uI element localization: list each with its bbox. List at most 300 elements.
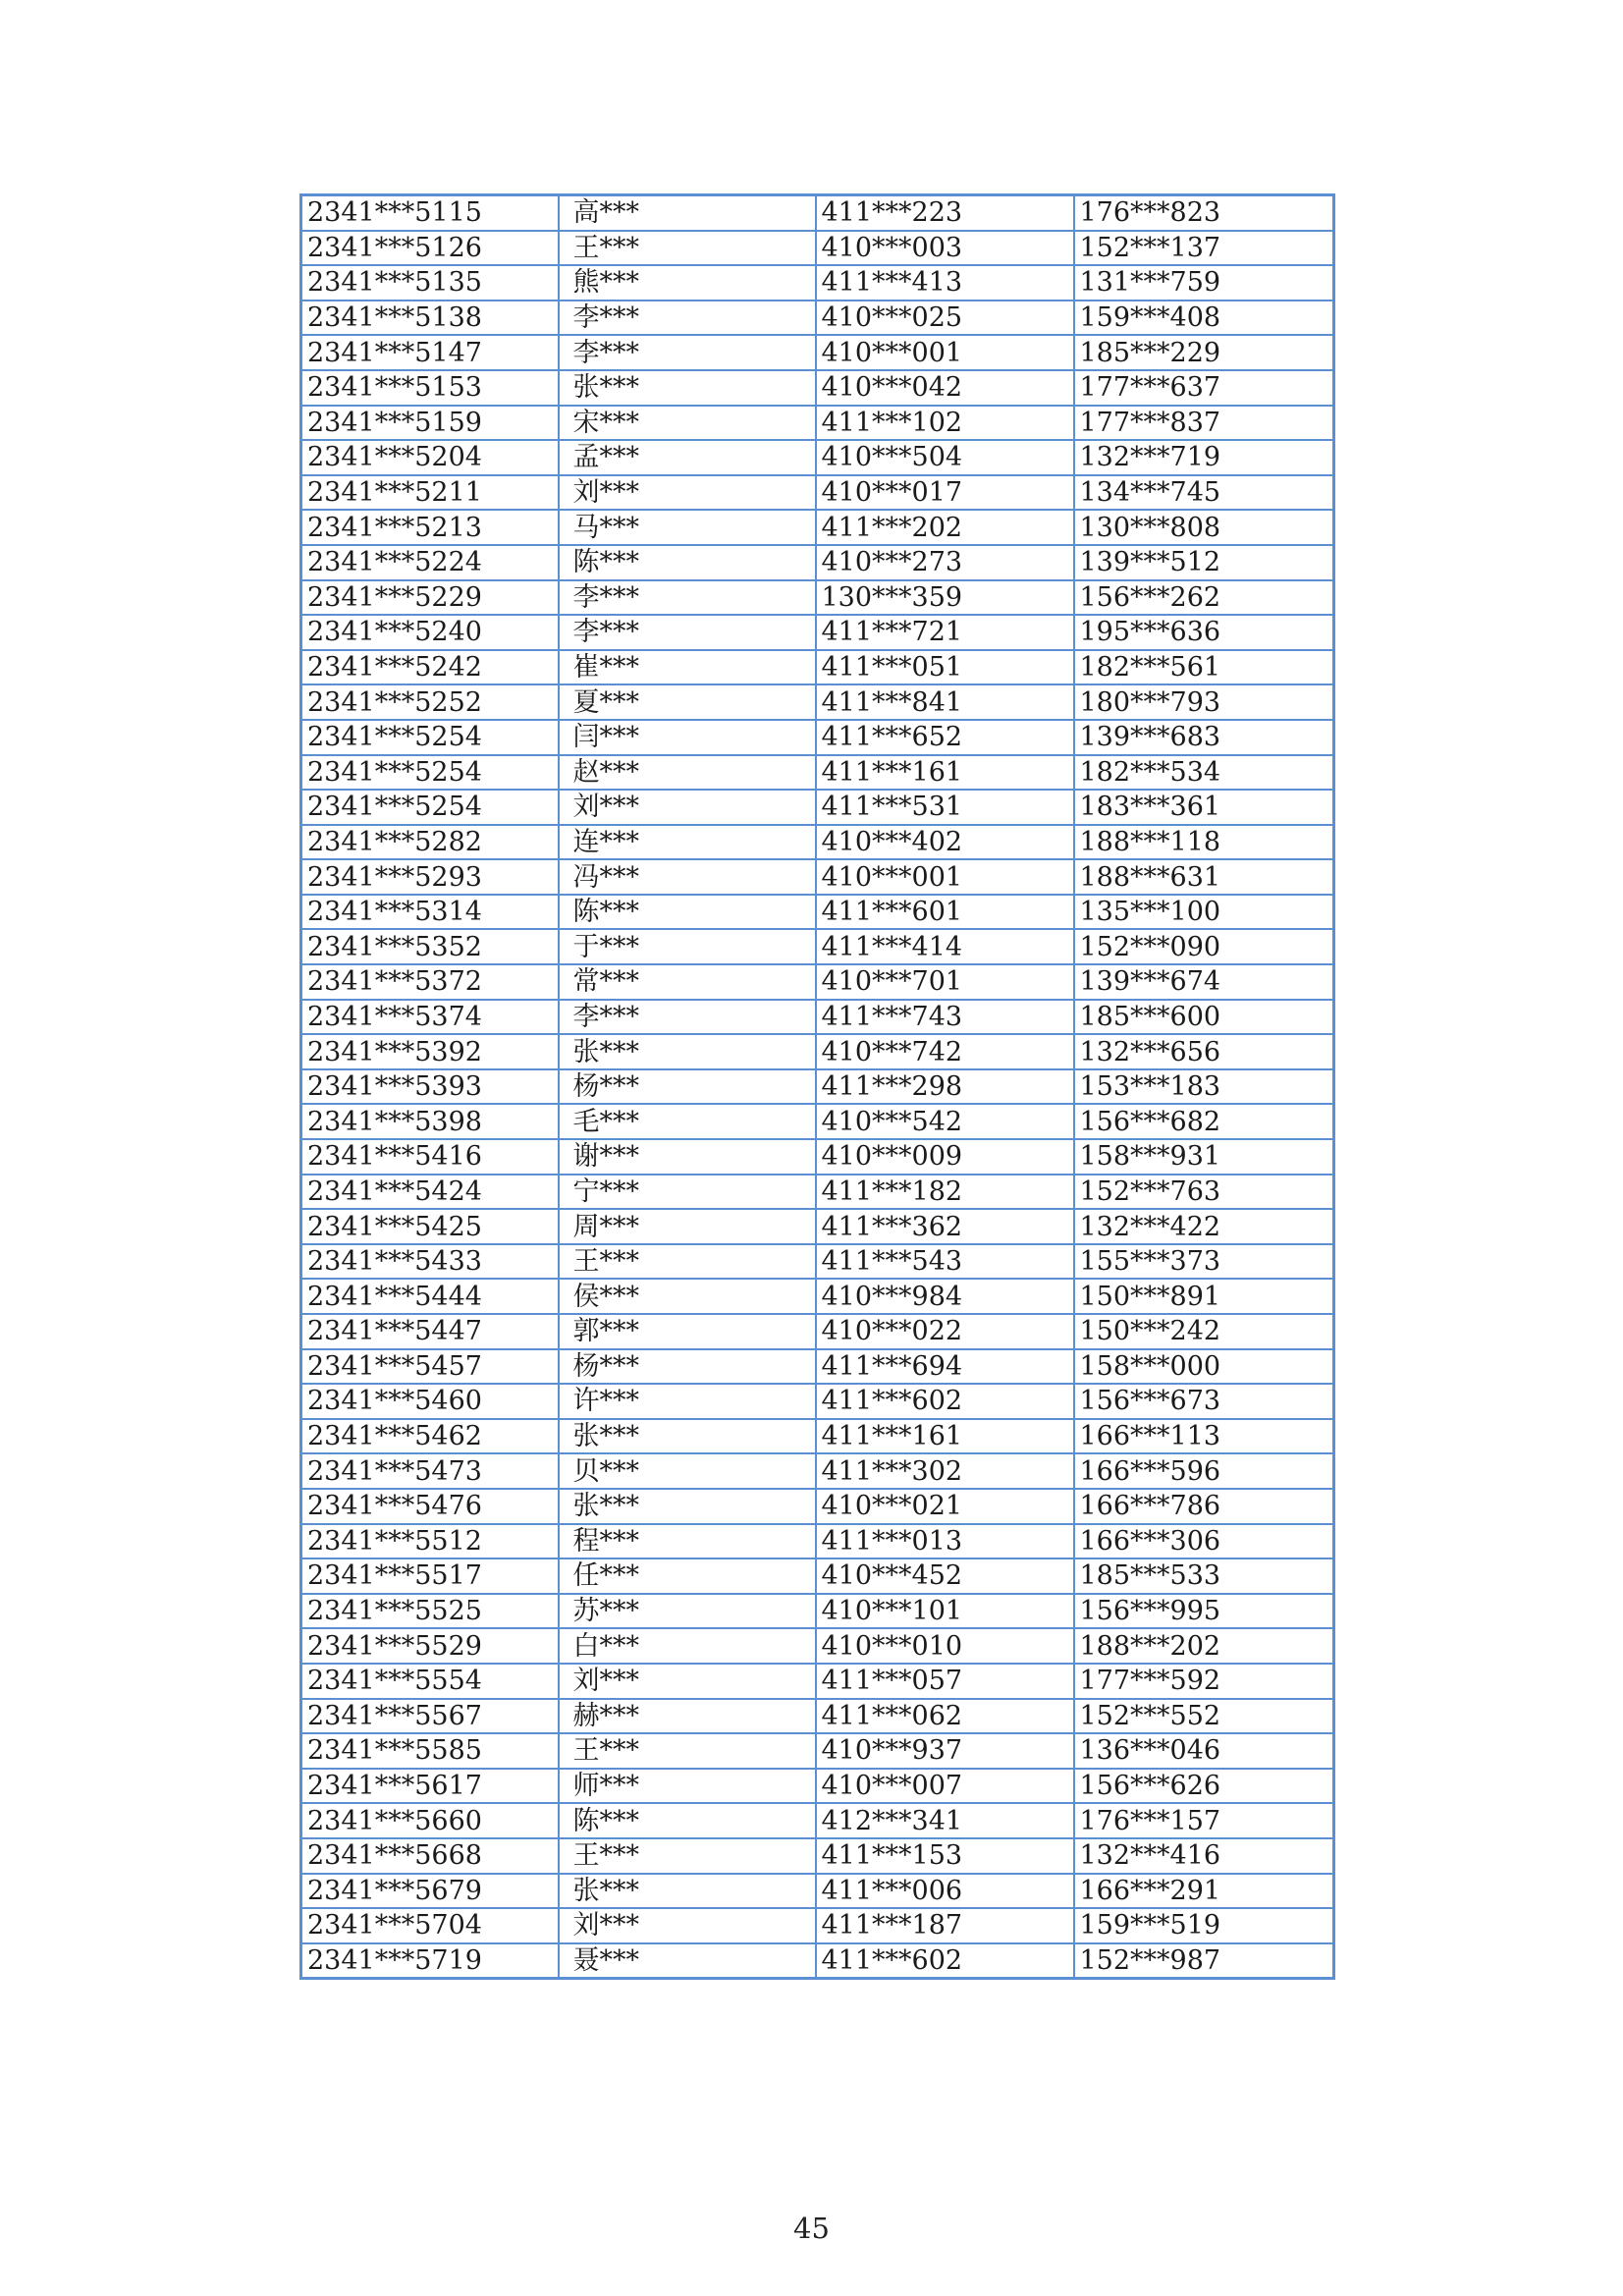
name-text: 高*** xyxy=(572,197,639,229)
record-id-cell: 2341***5398 xyxy=(301,1104,559,1139)
id-number-cell: 411***057 xyxy=(816,1664,1074,1699)
name-cell xyxy=(559,1594,816,1629)
record-id-cell: 2341***5473 xyxy=(301,1453,559,1489)
id-number-cell: 410***984 xyxy=(816,1279,1074,1314)
name-cell xyxy=(559,335,816,370)
name-cell xyxy=(559,684,816,720)
table-row xyxy=(301,1908,1334,1943)
name-text: 许*** xyxy=(572,1386,639,1417)
table-row xyxy=(301,1699,1334,1734)
phone-cell: 152***552 xyxy=(1074,1699,1334,1734)
name-cell xyxy=(559,720,816,755)
table-row xyxy=(301,929,1334,964)
record-id-cell: 2341***5447 xyxy=(301,1314,559,1349)
name-text: 张*** xyxy=(572,1421,639,1452)
record-id-cell: 2341***5617 xyxy=(301,1769,559,1804)
record-id-cell: 2341***5372 xyxy=(301,964,559,1000)
name-text: 李*** xyxy=(572,617,639,648)
table-row xyxy=(301,1175,1334,1210)
table-row xyxy=(301,1558,1334,1594)
record-id-cell: 2341***5252 xyxy=(301,684,559,720)
table-row xyxy=(301,1384,1334,1419)
id-number-cell: 411***531 xyxy=(816,790,1074,825)
table-row xyxy=(301,231,1334,266)
name-cell xyxy=(559,475,816,511)
phone-cell: 188***631 xyxy=(1074,859,1334,895)
id-number-cell: 411***362 xyxy=(816,1209,1074,1244)
record-id-cell: 2341***5229 xyxy=(301,580,559,616)
name-text: 宁*** xyxy=(572,1175,639,1207)
name-cell xyxy=(559,1034,816,1069)
name-cell xyxy=(559,301,816,336)
table-row xyxy=(301,475,1334,511)
table-row xyxy=(301,650,1334,685)
record-id-cell: 2341***5462 xyxy=(301,1419,559,1454)
name-cell xyxy=(559,1453,816,1489)
name-cell xyxy=(559,265,816,301)
phone-cell: 152***090 xyxy=(1074,929,1334,964)
table-row xyxy=(301,1069,1334,1105)
table-row xyxy=(301,1314,1334,1349)
record-id-cell: 2341***5444 xyxy=(301,1279,559,1314)
table-row xyxy=(301,301,1334,336)
phone-cell: 152***763 xyxy=(1074,1175,1334,1210)
id-number-cell: 411***302 xyxy=(816,1453,1074,1489)
table-row xyxy=(301,1803,1334,1838)
record-id-cell: 2341***5393 xyxy=(301,1069,559,1105)
name-text: 冯*** xyxy=(572,861,639,893)
table-row xyxy=(301,265,1334,301)
name-cell xyxy=(559,1908,816,1943)
name-text: 张*** xyxy=(572,1875,639,1906)
name-text: 程*** xyxy=(572,1525,639,1557)
name-text: 宋*** xyxy=(572,407,639,438)
id-number-cell: 411***543 xyxy=(816,1244,1074,1280)
phone-cell: 139***674 xyxy=(1074,964,1334,1000)
name-cell xyxy=(559,440,816,475)
phone-cell: 177***592 xyxy=(1074,1664,1334,1699)
name-text: 李*** xyxy=(572,1001,639,1032)
name-cell xyxy=(559,580,816,616)
id-number-cell: 410***025 xyxy=(816,301,1074,336)
id-number-cell: 412***341 xyxy=(816,1803,1074,1838)
name-text: 刘*** xyxy=(572,1666,639,1697)
table-row xyxy=(301,1034,1334,1069)
name-cell xyxy=(559,1558,816,1594)
name-text: 闫*** xyxy=(572,722,639,753)
table-row xyxy=(301,755,1334,791)
record-id-cell: 2341***5240 xyxy=(301,615,559,650)
table-row xyxy=(301,1838,1334,1874)
record-id-cell: 2341***5282 xyxy=(301,825,559,860)
page-number: 45 xyxy=(793,2212,830,2245)
id-number-cell: 411***841 xyxy=(816,684,1074,720)
table-row xyxy=(301,1769,1334,1804)
phone-cell: 166***306 xyxy=(1074,1524,1334,1559)
phone-cell: 158***931 xyxy=(1074,1139,1334,1175)
id-number-cell: 411***694 xyxy=(816,1349,1074,1385)
records-table-container xyxy=(299,193,1332,1980)
id-number-cell: 411***051 xyxy=(816,650,1074,685)
phone-cell: 159***519 xyxy=(1074,1908,1334,1943)
table-row xyxy=(301,684,1334,720)
table-row xyxy=(301,335,1334,370)
name-text: 张*** xyxy=(572,372,639,404)
id-number-cell: 410***017 xyxy=(816,475,1074,511)
name-text: 赵*** xyxy=(572,756,639,788)
phone-cell: 180***793 xyxy=(1074,684,1334,720)
id-number-cell: 411***202 xyxy=(816,510,1074,545)
id-number-cell: 410***003 xyxy=(816,231,1074,266)
record-id-cell: 2341***5115 xyxy=(301,195,559,231)
name-text: 常*** xyxy=(572,966,639,998)
name-text: 侯*** xyxy=(572,1281,639,1312)
id-number-cell: 411***652 xyxy=(816,720,1074,755)
phone-cell: 166***596 xyxy=(1074,1453,1334,1489)
name-text: 崔*** xyxy=(572,652,639,683)
phone-cell: 156***995 xyxy=(1074,1594,1334,1629)
name-cell xyxy=(559,1104,816,1139)
records-table-body xyxy=(301,195,1334,1979)
table-row xyxy=(301,964,1334,1000)
name-cell xyxy=(559,964,816,1000)
id-number-cell: 411***743 xyxy=(816,1000,1074,1035)
name-cell xyxy=(559,1069,816,1105)
name-cell xyxy=(559,1733,816,1769)
name-text: 张*** xyxy=(572,1491,639,1522)
id-number-cell: 410***022 xyxy=(816,1314,1074,1349)
id-number-cell: 411***602 xyxy=(816,1384,1074,1419)
name-cell xyxy=(559,929,816,964)
id-number-cell: 410***273 xyxy=(816,545,1074,580)
phone-cell: 132***422 xyxy=(1074,1209,1334,1244)
name-cell xyxy=(559,1209,816,1244)
name-cell xyxy=(559,1384,816,1419)
name-cell xyxy=(559,859,816,895)
phone-cell: 153***183 xyxy=(1074,1069,1334,1105)
id-number-cell: 410***701 xyxy=(816,964,1074,1000)
id-number-cell: 411***161 xyxy=(816,755,1074,791)
name-cell xyxy=(559,1489,816,1524)
name-cell xyxy=(559,1628,816,1664)
id-number-cell: 410***101 xyxy=(816,1594,1074,1629)
record-id-cell: 2341***5147 xyxy=(301,335,559,370)
record-id-cell: 2341***5126 xyxy=(301,231,559,266)
phone-cell: 166***291 xyxy=(1074,1874,1334,1909)
id-number-cell: 411***182 xyxy=(816,1175,1074,1210)
record-id-cell: 2341***5153 xyxy=(301,370,559,406)
record-id-cell: 2341***5567 xyxy=(301,1699,559,1734)
phone-cell: 150***242 xyxy=(1074,1314,1334,1349)
name-text: 师*** xyxy=(572,1771,639,1802)
name-cell xyxy=(559,1524,816,1559)
record-id-cell: 2341***5254 xyxy=(301,720,559,755)
phone-cell: 159***408 xyxy=(1074,301,1334,336)
table-row xyxy=(301,825,1334,860)
phone-cell: 158***000 xyxy=(1074,1349,1334,1385)
name-text: 熊*** xyxy=(572,267,639,299)
record-id-cell: 2341***5660 xyxy=(301,1803,559,1838)
name-cell xyxy=(559,1279,816,1314)
id-number-cell: 410***937 xyxy=(816,1733,1074,1769)
record-id-cell: 2341***5424 xyxy=(301,1175,559,1210)
phone-cell: 130***808 xyxy=(1074,510,1334,545)
name-cell xyxy=(559,1314,816,1349)
id-number-cell: 410***042 xyxy=(816,370,1074,406)
record-id-cell: 2341***5554 xyxy=(301,1664,559,1699)
name-text: 于*** xyxy=(572,931,639,962)
id-number-cell: 410***504 xyxy=(816,440,1074,475)
record-id-cell: 2341***5719 xyxy=(301,1943,559,1979)
phone-cell: 188***118 xyxy=(1074,825,1334,860)
table-row xyxy=(301,370,1334,406)
name-cell xyxy=(559,370,816,406)
id-number-cell: 411***414 xyxy=(816,929,1074,964)
record-id-cell: 2341***5204 xyxy=(301,440,559,475)
name-text: 马*** xyxy=(572,512,639,543)
record-id-cell: 2341***5525 xyxy=(301,1594,559,1629)
id-number-cell: 410***007 xyxy=(816,1769,1074,1804)
name-cell xyxy=(559,1803,816,1838)
record-id-cell: 2341***5159 xyxy=(301,406,559,441)
name-cell xyxy=(559,510,816,545)
phone-cell: 177***837 xyxy=(1074,406,1334,441)
name-cell xyxy=(559,1838,816,1874)
id-number-cell: 411***187 xyxy=(816,1908,1074,1943)
id-number-cell: 410***009 xyxy=(816,1139,1074,1175)
phone-cell: 156***262 xyxy=(1074,580,1334,616)
id-number-cell: 410***001 xyxy=(816,335,1074,370)
record-id-cell: 2341***5293 xyxy=(301,859,559,895)
phone-cell: 156***673 xyxy=(1074,1384,1334,1419)
name-text: 刘*** xyxy=(572,1910,639,1941)
phone-cell: 176***823 xyxy=(1074,195,1334,231)
phone-cell: 136***046 xyxy=(1074,1733,1334,1769)
name-text: 王*** xyxy=(572,1840,639,1872)
name-cell xyxy=(559,1349,816,1385)
phone-cell: 185***533 xyxy=(1074,1558,1334,1594)
id-number-cell: 411***161 xyxy=(816,1419,1074,1454)
phone-cell: 185***229 xyxy=(1074,335,1334,370)
id-number-cell: 410***010 xyxy=(816,1628,1074,1664)
record-id-cell: 2341***5352 xyxy=(301,929,559,964)
name-text: 苏*** xyxy=(572,1596,639,1627)
record-id-cell: 2341***5138 xyxy=(301,301,559,336)
table-row xyxy=(301,1628,1334,1664)
record-id-cell: 2341***5213 xyxy=(301,510,559,545)
table-row xyxy=(301,1733,1334,1769)
name-cell xyxy=(559,1664,816,1699)
phone-cell: 195***636 xyxy=(1074,615,1334,650)
record-id-cell: 2341***5460 xyxy=(301,1384,559,1419)
phone-cell: 134***745 xyxy=(1074,475,1334,511)
name-text: 任*** xyxy=(572,1560,639,1592)
table-row xyxy=(301,859,1334,895)
name-text: 杨*** xyxy=(572,1071,639,1103)
phone-cell: 139***683 xyxy=(1074,720,1334,755)
table-row xyxy=(301,580,1334,616)
name-text: 白*** xyxy=(572,1630,639,1662)
name-text: 刘*** xyxy=(572,792,639,823)
record-id-cell: 2341***5254 xyxy=(301,755,559,791)
table-row xyxy=(301,1594,1334,1629)
record-id-cell: 2341***5374 xyxy=(301,1000,559,1035)
table-row xyxy=(301,1279,1334,1314)
phone-cell: 132***416 xyxy=(1074,1838,1334,1874)
record-id-cell: 2341***5392 xyxy=(301,1034,559,1069)
name-cell xyxy=(559,790,816,825)
phone-cell: 155***373 xyxy=(1074,1244,1334,1280)
name-text: 陈*** xyxy=(572,897,639,928)
name-cell xyxy=(559,1943,816,1979)
phone-cell: 152***987 xyxy=(1074,1943,1334,1979)
record-id-cell: 2341***5529 xyxy=(301,1628,559,1664)
record-id-cell: 2341***5457 xyxy=(301,1349,559,1385)
id-number-cell: 411***413 xyxy=(816,265,1074,301)
name-text: 贝*** xyxy=(572,1455,639,1487)
id-number-cell: 411***721 xyxy=(816,615,1074,650)
name-text: 陈*** xyxy=(572,547,639,578)
name-text: 孟*** xyxy=(572,442,639,473)
record-id-cell: 2341***5668 xyxy=(301,1838,559,1874)
table-row xyxy=(301,1104,1334,1139)
id-number-cell: 411***062 xyxy=(816,1699,1074,1734)
record-id-cell: 2341***5585 xyxy=(301,1733,559,1769)
id-number-cell: 410***542 xyxy=(816,1104,1074,1139)
name-text: 谢*** xyxy=(572,1141,639,1173)
name-cell xyxy=(559,1874,816,1909)
phone-cell: 182***561 xyxy=(1074,650,1334,685)
record-id-cell: 2341***5242 xyxy=(301,650,559,685)
table-row xyxy=(301,1943,1334,1979)
name-text: 夏*** xyxy=(572,686,639,718)
phone-cell: 182***534 xyxy=(1074,755,1334,791)
name-cell xyxy=(559,195,816,231)
table-row xyxy=(301,510,1334,545)
name-text: 毛*** xyxy=(572,1106,639,1137)
record-id-cell: 2341***5433 xyxy=(301,1244,559,1280)
record-id-cell: 2341***5211 xyxy=(301,475,559,511)
phone-cell: 185***600 xyxy=(1074,1000,1334,1035)
table-row xyxy=(301,440,1334,475)
table-row xyxy=(301,1139,1334,1175)
id-number-cell: 411***013 xyxy=(816,1524,1074,1559)
name-cell xyxy=(559,1699,816,1734)
name-cell xyxy=(559,650,816,685)
phone-cell: 183***361 xyxy=(1074,790,1334,825)
record-id-cell: 2341***5314 xyxy=(301,895,559,930)
id-number-cell: 410***001 xyxy=(816,859,1074,895)
name-cell xyxy=(559,231,816,266)
phone-cell: 139***512 xyxy=(1074,545,1334,580)
name-text: 张*** xyxy=(572,1036,639,1067)
name-cell xyxy=(559,1175,816,1210)
name-text: 赫*** xyxy=(572,1700,639,1731)
name-text: 李*** xyxy=(572,337,639,368)
records-table xyxy=(299,193,1335,1980)
name-cell xyxy=(559,895,816,930)
id-number-cell: 411***102 xyxy=(816,406,1074,441)
record-id-cell: 2341***5254 xyxy=(301,790,559,825)
phone-cell: 156***626 xyxy=(1074,1769,1334,1804)
record-id-cell: 2341***5425 xyxy=(301,1209,559,1244)
phone-cell: 156***682 xyxy=(1074,1104,1334,1139)
table-row xyxy=(301,1209,1334,1244)
record-id-cell: 2341***5224 xyxy=(301,545,559,580)
name-text: 李*** xyxy=(572,581,639,613)
name-text: 郭*** xyxy=(572,1316,639,1347)
phone-cell: 152***137 xyxy=(1074,231,1334,266)
name-cell xyxy=(559,825,816,860)
name-text: 周*** xyxy=(572,1211,639,1242)
name-cell xyxy=(559,545,816,580)
table-row xyxy=(301,1489,1334,1524)
record-id-cell: 2341***5512 xyxy=(301,1524,559,1559)
name-text: 聂*** xyxy=(572,1944,639,1976)
id-number-cell: 411***223 xyxy=(816,195,1074,231)
table-row xyxy=(301,406,1334,441)
id-number-cell: 410***021 xyxy=(816,1489,1074,1524)
table-row xyxy=(301,545,1334,580)
record-id-cell: 2341***5416 xyxy=(301,1139,559,1175)
record-id-cell: 2341***5476 xyxy=(301,1489,559,1524)
phone-cell: 135***100 xyxy=(1074,895,1334,930)
name-cell xyxy=(559,615,816,650)
table-row xyxy=(301,195,1334,231)
phone-cell: 131***759 xyxy=(1074,265,1334,301)
phone-cell: 176***157 xyxy=(1074,1803,1334,1838)
record-id-cell: 2341***5517 xyxy=(301,1558,559,1594)
phone-cell: 166***786 xyxy=(1074,1489,1334,1524)
phone-cell: 166***113 xyxy=(1074,1419,1334,1454)
name-text: 王*** xyxy=(572,232,639,263)
phone-cell: 132***656 xyxy=(1074,1034,1334,1069)
record-id-cell: 2341***5679 xyxy=(301,1874,559,1909)
name-text: 陈*** xyxy=(572,1805,639,1836)
table-row xyxy=(301,1664,1334,1699)
id-number-cell: 411***602 xyxy=(816,1943,1074,1979)
name-cell xyxy=(559,406,816,441)
table-row xyxy=(301,1419,1334,1454)
phone-cell: 132***719 xyxy=(1074,440,1334,475)
phone-cell: 188***202 xyxy=(1074,1628,1334,1664)
id-number-cell: 410***742 xyxy=(816,1034,1074,1069)
table-row xyxy=(301,1524,1334,1559)
name-text: 李*** xyxy=(572,302,639,334)
id-number-cell: 130***359 xyxy=(816,580,1074,616)
phone-cell: 150***891 xyxy=(1074,1279,1334,1314)
name-text: 王*** xyxy=(572,1246,639,1278)
name-text: 刘*** xyxy=(572,477,639,509)
id-number-cell: 411***298 xyxy=(816,1069,1074,1105)
id-number-cell: 411***006 xyxy=(816,1874,1074,1909)
name-cell xyxy=(559,1419,816,1454)
table-row xyxy=(301,895,1334,930)
id-number-cell: 410***402 xyxy=(816,825,1074,860)
id-number-cell: 410***452 xyxy=(816,1558,1074,1594)
table-row xyxy=(301,1244,1334,1280)
id-number-cell: 411***153 xyxy=(816,1838,1074,1874)
name-text: 王*** xyxy=(572,1735,639,1767)
table-row xyxy=(301,1349,1334,1385)
name-cell xyxy=(559,1139,816,1175)
table-row xyxy=(301,1874,1334,1909)
name-cell xyxy=(559,1244,816,1280)
table-row xyxy=(301,1453,1334,1489)
record-id-cell: 2341***5704 xyxy=(301,1908,559,1943)
id-number-cell: 411***601 xyxy=(816,895,1074,930)
table-row xyxy=(301,790,1334,825)
